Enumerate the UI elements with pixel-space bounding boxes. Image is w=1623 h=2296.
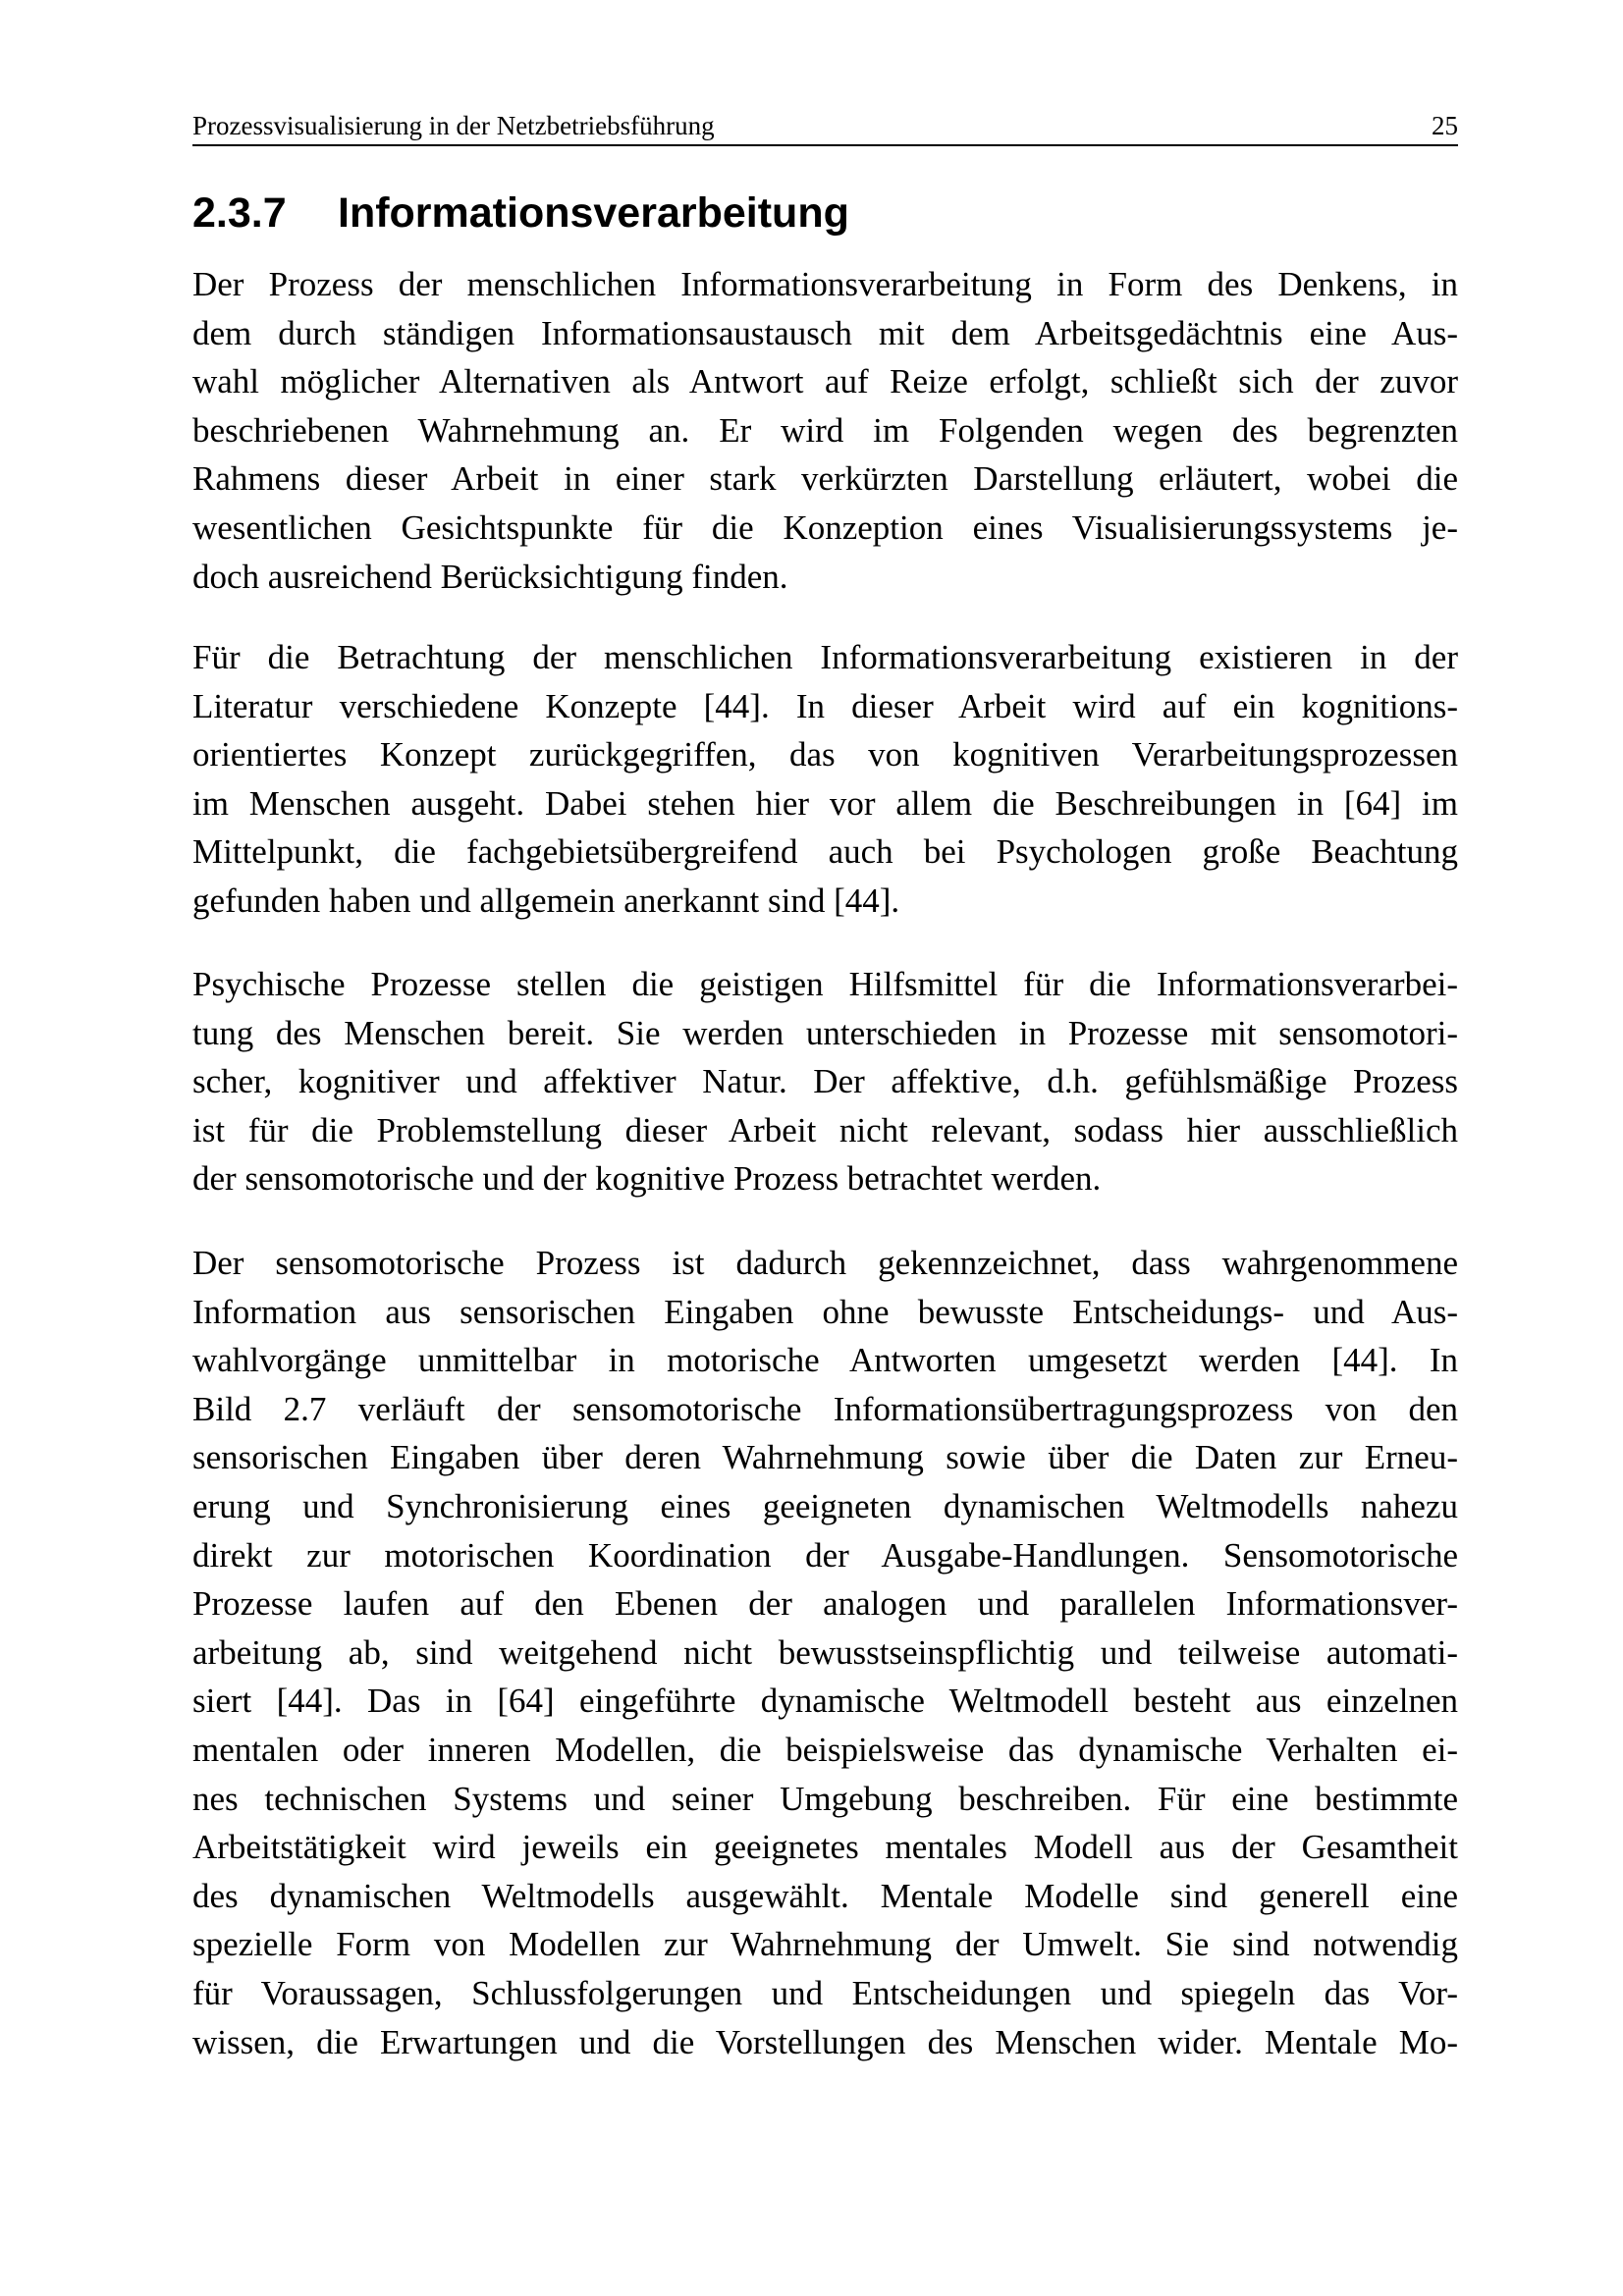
text-line: für Voraussagen, Schlussfolgerungen und Entscheidungen und spiegeln das Vor- (192, 1973, 1458, 2012)
text-line: Der sensomotorische Prozess ist dadurch gekennzeichnet, dass wahrgenommene (192, 1244, 1458, 1282)
text-line: beschriebenen Wahrnehmung an. Er wird im Folgenden wegen des begrenzten (192, 410, 1458, 450)
text-line: Bild 2.7 verläuft der sensomotorische Informationsübertragungsprozess von den (192, 1389, 1458, 1428)
text-line: Mittelpunkt, die fachgebietsübergreifend auch bei Psychologen große Beachtung (192, 832, 1458, 872)
text-line: wesentlichen Gesichtspunkte für die Konzeption eines Visualisierungssystems je- (192, 507, 1458, 547)
paragraph-3 (192, 960, 1458, 1203)
text-line: Literatur verschiedene Konzepte [44]. In dieser Arbeit wird auf ein kognitions- (192, 686, 1458, 725)
text-line: spezielle Form von Modellen zur Wahrnehmung der Umwelt. Sie sind notwendig (192, 1925, 1458, 1964)
text-line: orientiertes Konzept zurückgegriffen, das von kognitiven Verarbeitungsprozessen (192, 735, 1458, 774)
text-line: des dynamischen Weltmodells ausgewählt. Mentale Modelle sind generell eine (192, 1876, 1458, 1915)
text-line: wahl möglicher Alternativen als Antwort auf Reize erfolgt, schließt sich der zuvor (192, 362, 1458, 401)
running-header (192, 109, 1458, 146)
text-line: arbeitung ab, sind weitgehend nicht bewusstseinspflichtig und teilweise automati- (192, 1632, 1458, 1672)
section-number: 2.3.7 (192, 189, 287, 237)
text-line: mentalen oder inneren Modellen, die beispielsweise das dynamische Verhalten ei- (192, 1730, 1458, 1769)
paragraph-1 (192, 260, 1458, 601)
text-line: gefunden haben und allgemein anerkannt sind [44]. (192, 881, 900, 920)
text-line: Information aus sensorischen Eingaben ohne bewusste Entscheidungs- und Aus- (192, 1292, 1458, 1331)
text-line: Psychische Prozesse stellen die geistigen Hilfsmittel für die Informationsverarbei- (192, 965, 1458, 1003)
text-line: siert [44]. Das in [64] eingeführte dynamische Weltmodell besteht aus einzelnen (192, 1682, 1458, 1721)
paragraph-4 (192, 1239, 1458, 2066)
page-number: 25 (1432, 111, 1458, 140)
section-heading (192, 188, 849, 238)
text-line: ist für die Problemstellung dieser Arbeit nicht relevant, sodass hier ausschließlich (192, 1110, 1458, 1149)
text-line: Der Prozess der menschlichen Informationsverarbeitung in Form des Denkens, in (192, 265, 1458, 303)
text-line: dem durch ständigen Informationsaustausch mit dem Arbeitsgedächtnis eine Aus- (192, 313, 1458, 352)
text-line: wissen, die Erwartungen und die Vorstellungen des Menschen wider. Mentale Mo- (192, 2022, 1458, 2061)
text-line: nes technischen Systems und seiner Umgebung beschreiben. Für eine bestimmte (192, 1779, 1458, 1818)
text-line: wahlvorgänge unmittelbar in motorische Antworten umgesetzt werden [44]. In (192, 1341, 1458, 1380)
paragraph-2 (192, 633, 1458, 926)
text-line: doch ausreichend Berücksichtigung finden. (192, 557, 788, 596)
text-line: Arbeitstätigkeit wird jeweils ein geeignetes mentales Modell aus der Gesamtheit (192, 1828, 1458, 1867)
text-line: direkt zur motorischen Koordination der Ausgabe-Handlungen. Sensomotorische (192, 1535, 1458, 1575)
text-line: Rahmens dieser Arbeit in einer stark verkürzten Darstellung erläutert, wobei die (192, 459, 1458, 499)
text-line: erung und Synchronisierung eines geeigneten dynamischen Weltmodells nahezu (192, 1486, 1458, 1525)
text-line: sensorischen Eingaben über deren Wahrnehmung sowie über die Daten zur Erneu- (192, 1438, 1458, 1477)
text-line: scher, kognitiver und affektiver Natur. Der affektive, d.h. gefühlsmäßige Prozess (192, 1062, 1458, 1101)
text-line: im Menschen ausgeht. Dabei stehen hier vor allem die Beschreibungen in [64] im (192, 783, 1458, 823)
text-line: der sensomotorische und der kognitive Prozess betrachtet werden. (192, 1159, 1102, 1199)
section-title: Informationsverarbeitung (338, 189, 849, 237)
text-line: tung des Menschen bereit. Sie werden unterschieden in Prozesse mit sensomotori- (192, 1013, 1458, 1052)
text-line: Prozesse laufen auf den Ebenen der analogen und parallelen Informationsver- (192, 1584, 1458, 1624)
running-title: Prozessvisualisierung in der Netzbetriebsführung (192, 111, 715, 140)
text-line: Für die Betrachtung der menschlichen Informationsverarbeitung existieren in der (192, 638, 1458, 676)
